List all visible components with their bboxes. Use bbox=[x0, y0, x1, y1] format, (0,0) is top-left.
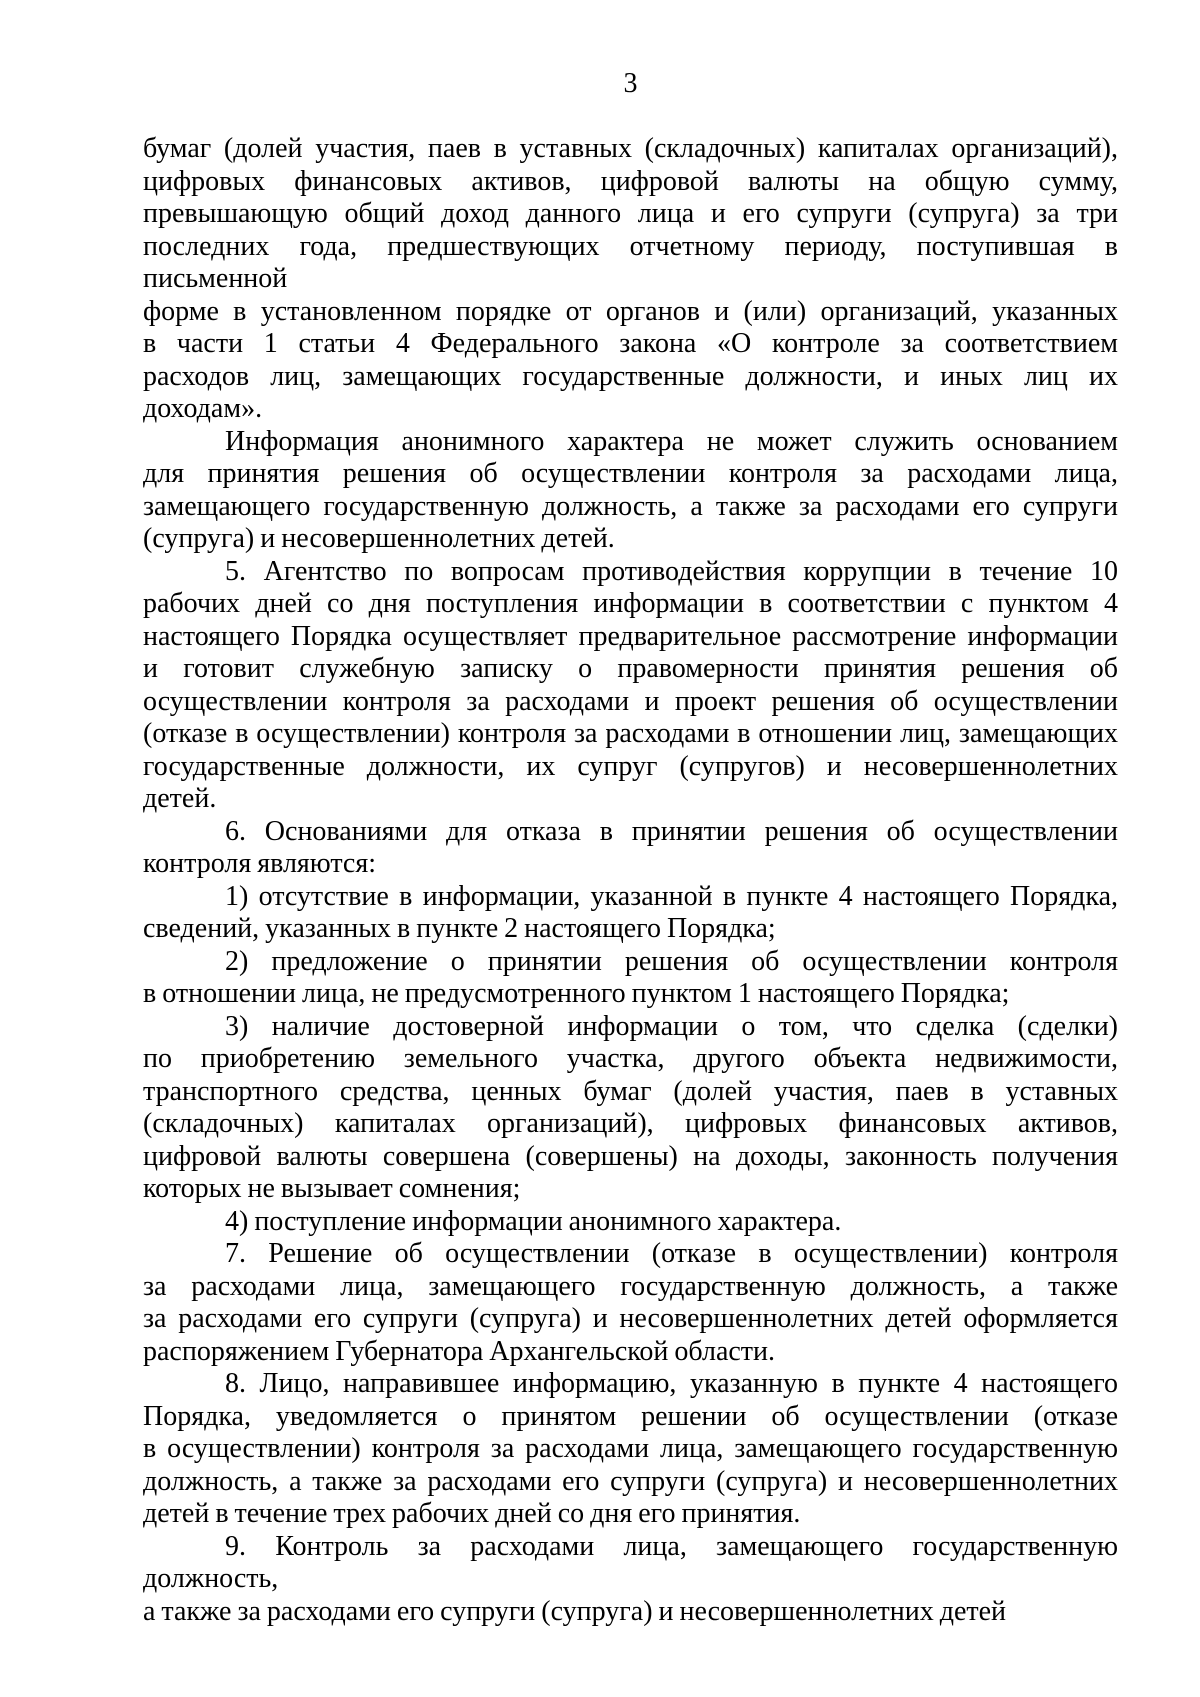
text-line: настоящего Порядка осуществляет предварительное рассмотрение информации bbox=[143, 620, 1118, 652]
text-line: сведений, указанных в пункте 2 настоящего Порядка; bbox=[143, 913, 776, 944]
text-line: (супруга) и несовершеннолетних детей. bbox=[143, 523, 615, 554]
text-line: 5. Агентство по вопросам противодействия коррупции в течение 10 bbox=[225, 555, 1118, 587]
text-line: транспортного средства, ценных бумаг (долей участия, паев в уставных bbox=[143, 1075, 1118, 1107]
text-line: Порядка, уведомляется о принятом решении об осуществлении (отказе bbox=[143, 1400, 1118, 1432]
text-line: распоряжением Губернатора Архангельской области. bbox=[143, 1335, 776, 1367]
paragraph bbox=[143, 1206, 1118, 1239]
text-line: для принятия решения об осуществлении контроля за расходами лица, bbox=[143, 458, 1118, 489]
text-line: и готовит служебную записку о правомерности принятия решения об bbox=[143, 653, 1118, 684]
document-body bbox=[143, 133, 1118, 1628]
text-line: 6. Основаниями для отказа в принятии решения об осуществлении bbox=[225, 815, 1118, 847]
text-line: рабочих дней со дня поступления информации в соответствии с пунктом 4 bbox=[143, 588, 1118, 619]
text-line: за расходами лица, замещающего государственную должность, а также bbox=[143, 1270, 1118, 1302]
text-line: в части 1 статьи 4 Федерального закона «О контроле за соответствием bbox=[143, 328, 1118, 359]
text-line: превышающую общий доход данного лица и его супруги (супруга) за три bbox=[143, 198, 1118, 229]
paragraph bbox=[143, 816, 1118, 881]
page-number: 3 bbox=[623, 68, 638, 99]
paragraph bbox=[143, 1011, 1118, 1206]
text-line: (отказе в осуществлении) контроля за расходами в отношении лиц, замещающих bbox=[143, 718, 1118, 749]
text-line: детей в течение трех рабочих дней со дня его принятия. bbox=[143, 1498, 801, 1529]
text-line: в осуществлении) контроля за расходами лица, замещающего государственную bbox=[143, 1433, 1118, 1464]
text-line: (складочных) капиталах организаций), цифровых финансовых активов, bbox=[143, 1108, 1118, 1139]
text-line: в отношении лица, не предусмотренного пунктом 1 настоящего Порядка; bbox=[143, 978, 1010, 1009]
text-line: бумаг (долей участия, паев в уставных (складочных) капиталах организаций), bbox=[143, 133, 1118, 164]
paragraph bbox=[143, 1531, 1118, 1629]
text-line: должность, а также за расходами его супруги (супруга) и несовершеннолетних bbox=[143, 1465, 1118, 1497]
text-line: 4) поступление информации анонимного характера. bbox=[225, 1205, 842, 1237]
text-line: государственные должности, их супруг (супругов) и несовершеннолетних bbox=[143, 750, 1118, 782]
text-line: замещающего государственную должность, а также за расходами его супруги bbox=[143, 490, 1118, 522]
text-line: 9. Контроль за расходами лица, замещающего государственную должность, bbox=[143, 1530, 1118, 1594]
text-line: осуществлении контроля за расходами и проект решения об осуществлении bbox=[143, 685, 1118, 717]
paragraph bbox=[143, 1368, 1118, 1531]
paragraph bbox=[143, 946, 1118, 1011]
text-line: по приобретению земельного участка, другого объекта недвижимости, bbox=[143, 1043, 1118, 1074]
paragraph bbox=[143, 1238, 1118, 1368]
paragraph bbox=[143, 556, 1118, 816]
text-line: а также за расходами его супруги (супруга) и несовершеннолетних детей bbox=[143, 1595, 1007, 1627]
text-line: детей. bbox=[143, 783, 217, 814]
text-line: форме в установленном порядке от органов и (или) организаций, указанных bbox=[143, 295, 1118, 327]
text-line: доходам». bbox=[143, 393, 263, 424]
text-line: цифровой валюты совершена (совершены) на доходы, законность получения bbox=[143, 1140, 1118, 1172]
paragraph bbox=[143, 133, 1118, 426]
text-line: которых не вызывает сомнения; bbox=[143, 1173, 521, 1204]
text-line: 1) отсутствие в информации, указанной в пункте 4 настоящего Порядка, bbox=[225, 880, 1118, 912]
paragraph bbox=[143, 426, 1118, 556]
text-line: 8. Лицо, направившее информацию, указанную в пункте 4 настоящего bbox=[225, 1368, 1118, 1399]
text-line: 2) предложение о принятии решения об осуществлении контроля bbox=[225, 945, 1118, 977]
text-line: последних года, предшествующих отчетному периоду, поступившая в письменной bbox=[143, 230, 1118, 294]
text-line: за расходами его супруги (супруга) и несовершеннолетних детей оформляется bbox=[143, 1303, 1118, 1334]
text-line: контроля являются: bbox=[143, 848, 377, 879]
text-line: цифровых финансовых активов, цифровой валюты на общую сумму, bbox=[143, 165, 1118, 197]
paragraph bbox=[143, 881, 1118, 946]
text-line: расходов лиц, замещающих государственные должности, и иных лиц их bbox=[143, 360, 1118, 392]
text-line: 7. Решение об осуществлении (отказе в осуществлении) контроля bbox=[225, 1238, 1118, 1269]
text-line: Информация анонимного характера не может служить основанием bbox=[225, 425, 1118, 457]
text-line: 3) наличие достоверной информации о том, что сделка (сделки) bbox=[225, 1010, 1118, 1042]
